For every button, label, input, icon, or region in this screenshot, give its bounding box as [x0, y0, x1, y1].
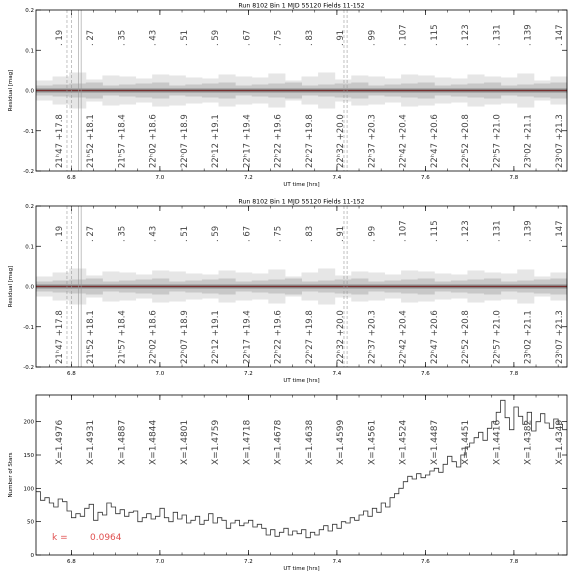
x-tick-label: 7.2	[244, 175, 253, 181]
star-count-series	[36, 400, 567, 537]
y-tick-label: -0.1	[23, 128, 34, 135]
sky-coordinate-label: 22ʰ42 +20.4	[398, 310, 409, 364]
sky-coordinate-label: 22ʰ02 +18.6	[148, 310, 159, 364]
field-number-label: . 19	[55, 29, 65, 46]
airmass-label: X=1.4638	[304, 419, 315, 465]
sky-coordinate-label: 21ʰ47 +17.8	[55, 114, 65, 168]
sky-coordinate-label: 22ʰ37 +20.3	[367, 114, 378, 168]
sky-coordinate-label: 22ʰ17 +19.4	[242, 114, 253, 168]
airmass-label: X=1.4887	[117, 419, 128, 465]
field-number-label: . 115	[429, 220, 440, 242]
x-tick-label: 7.2	[244, 559, 253, 565]
field-number-label: . 139	[523, 220, 534, 242]
field-number-label: . 99	[367, 225, 378, 242]
airmass-label: X=1.4561	[367, 419, 378, 465]
x-tick-label: 6.8	[67, 175, 76, 181]
field-number-label: . 35	[117, 225, 128, 242]
panel-3	[8, 395, 567, 572]
sky-coordinate-label: 22ʰ17 +19.4	[242, 310, 253, 364]
y-tick-label: 0.1	[25, 244, 34, 251]
x-tick-label: 7.6	[421, 371, 430, 377]
field-number-label: . 91	[336, 29, 347, 46]
field-number-label: . 27	[86, 225, 97, 242]
field-number-label: . 91	[336, 225, 347, 242]
y-tick-label: 150	[23, 453, 34, 459]
sky-coordinate-label: 22ʰ22 +19.6	[273, 114, 284, 168]
field-number-label: . 123	[461, 220, 472, 242]
x-axis-label: UT time [hrs]	[283, 182, 320, 188]
k-value: 0.0964	[90, 533, 122, 543]
airmass-label: X=1.4451	[461, 419, 472, 465]
x-tick-label: 7.0	[155, 371, 165, 377]
airmass-label: X=1.4718	[242, 419, 253, 465]
x-tick-label: 7.8	[509, 175, 519, 181]
airmass-label: X=1.4382	[523, 419, 534, 465]
sky-coordinate-label: 22ʰ32 +20.0	[336, 310, 347, 364]
field-number-label: . 99	[367, 29, 378, 46]
field-number-label: . 147	[554, 24, 565, 46]
field-number-label: . 67	[242, 29, 253, 46]
sky-coordinate-label: 22ʰ07 +18.9	[179, 310, 190, 364]
x-tick-label: 7.8	[509, 371, 519, 377]
airmass-label: X=1.4759	[211, 419, 222, 465]
sky-coordinate-label: 22ʰ27 +19.8	[304, 114, 315, 168]
airmass-label: X=1.4524	[398, 419, 409, 465]
sky-coordinate-label: 22ʰ47 +20.6	[429, 114, 440, 168]
panel-1	[8, 3, 568, 189]
x-tick-label: 7.2	[244, 371, 253, 377]
x-tick-label: 7.4	[332, 371, 342, 377]
y-tick-label: -0.2	[23, 365, 34, 371]
x-tick-label: 6.8	[67, 559, 76, 565]
y-tick-label: 0.1	[25, 48, 34, 55]
x-tick-label: 7.6	[421, 559, 430, 565]
airmass-label: X=1.4416	[492, 419, 503, 465]
sky-coordinate-label: 22ʰ12 +19.1	[211, 310, 222, 364]
y-tick-label: -0.1	[23, 324, 34, 331]
field-number-label: . 51	[179, 225, 190, 242]
x-tick-label: 7.8	[509, 559, 519, 565]
sky-coordinate-label: 22ʰ57 +21.0	[492, 114, 503, 168]
airmass-label: X=1.4976	[55, 419, 65, 465]
y-tick-label: 0.0	[25, 284, 34, 291]
field-number-label: . 147	[554, 220, 565, 242]
sky-coordinate-label: 21ʰ57 +18.4	[117, 114, 128, 168]
sky-coordinate-label: 22ʰ52 +20.8	[461, 310, 472, 364]
sky-coordinate-label: 21ʰ52 +18.1	[86, 310, 97, 364]
y-tick-label: 50	[27, 519, 34, 526]
airmass-label: X=1.4801	[179, 419, 190, 465]
x-tick-label: 7.0	[155, 559, 165, 565]
x-tick-label: 7.4	[332, 559, 342, 565]
x-axis-label: UT time [hrs]	[283, 566, 320, 572]
y-tick-label: 100	[23, 486, 34, 493]
sky-coordinate-label: 21ʰ47 +17.8	[55, 310, 65, 364]
sky-coordinate-label: 23ʰ07 +21.3	[554, 310, 565, 364]
k-label: k =	[52, 533, 68, 543]
sky-coordinate-label: 22ʰ32 +20.0	[336, 114, 347, 168]
panel-title: Run 8102 Bin 1 MJD 55120 Fields 11-152	[238, 198, 365, 206]
airmass-label: X=1.4487	[429, 419, 440, 465]
field-number-label: . 107	[398, 24, 409, 46]
field-number-label: . 75	[273, 225, 284, 242]
airmass-label: X=1.4599	[336, 419, 347, 465]
sky-coordinate-label: 22ʰ12 +19.1	[211, 114, 222, 168]
airmass-label: X=1.4844	[148, 419, 159, 465]
field-number-label: . 83	[304, 225, 315, 242]
y-tick-label: -0.2	[23, 169, 34, 175]
field-number-label: . 131	[492, 220, 503, 242]
field-number-label: . 139	[523, 24, 534, 46]
sky-coordinate-label: 22ʰ42 +20.4	[398, 114, 409, 168]
x-axis-label: UT time [hrs]	[283, 378, 320, 384]
x-tick-label: 6.8	[67, 371, 76, 377]
sky-coordinate-label: 22ʰ22 +19.6	[273, 310, 284, 364]
sky-coordinate-label: 22ʰ37 +20.3	[367, 310, 378, 364]
sky-coordinate-label: 22ʰ27 +19.8	[304, 310, 315, 364]
field-number-label: . 59	[211, 29, 222, 46]
sky-coordinate-label: 22ʰ07 +18.9	[179, 114, 190, 168]
field-number-label: . 27	[86, 29, 97, 46]
sky-coordinate-label: 22ʰ47 +20.6	[429, 310, 440, 364]
sky-coordinate-label: 21ʰ52 +18.1	[86, 114, 97, 168]
y-tick-label: 0	[30, 553, 34, 559]
sky-coordinate-label: 23ʰ07 +21.3	[554, 114, 565, 168]
field-number-label: . 51	[179, 29, 190, 46]
x-tick-label: 7.6	[421, 175, 430, 181]
field-number-label: . 131	[492, 24, 503, 46]
field-number-label: . 35	[117, 29, 128, 46]
field-number-label: . 115	[429, 24, 440, 46]
panel-title: Run 8102 Bin 1 MJD 55120 Fields 11-152	[238, 2, 365, 10]
airmass-label: X=1.4349	[554, 419, 565, 465]
field-number-label: . 43	[148, 225, 159, 242]
field-number-label: . 67	[242, 225, 253, 242]
field-number-label: . 75	[273, 29, 284, 46]
y-tick-label: 0.2	[25, 204, 34, 210]
airmass-label: X=1.4931	[86, 419, 97, 465]
airmass-label: X=1.4678	[273, 419, 284, 465]
sky-coordinate-label: 22ʰ02 +18.6	[148, 114, 159, 168]
y-axis-label: Number of Stars	[8, 452, 14, 498]
field-number-label: . 43	[148, 29, 159, 46]
sky-coordinate-label: 23ʰ02 +21.1	[523, 114, 534, 168]
panel-2	[8, 199, 568, 385]
sky-coordinate-label: 22ʰ52 +20.8	[461, 114, 472, 168]
field-number-label: . 59	[211, 225, 222, 242]
y-tick-label: 0.2	[25, 8, 34, 14]
sky-coordinate-label: 23ʰ02 +21.1	[523, 310, 534, 364]
field-number-label: . 107	[398, 220, 409, 242]
y-tick-label: 200	[23, 419, 34, 426]
field-number-label: . 83	[304, 29, 315, 46]
field-number-label: . 19	[55, 225, 65, 242]
y-tick-label: 0.0	[25, 88, 34, 95]
x-tick-label: 7.0	[155, 175, 165, 181]
y-axis-label: Residual [mag]	[8, 69, 14, 112]
field-number-label: . 123	[461, 24, 472, 46]
x-tick-label: 7.4	[332, 175, 342, 181]
sky-coordinate-label: 22ʰ57 +21.0	[492, 310, 503, 364]
y-axis-label: Residual [mag]	[8, 265, 14, 308]
sky-coordinate-label: 21ʰ57 +18.4	[117, 310, 128, 364]
